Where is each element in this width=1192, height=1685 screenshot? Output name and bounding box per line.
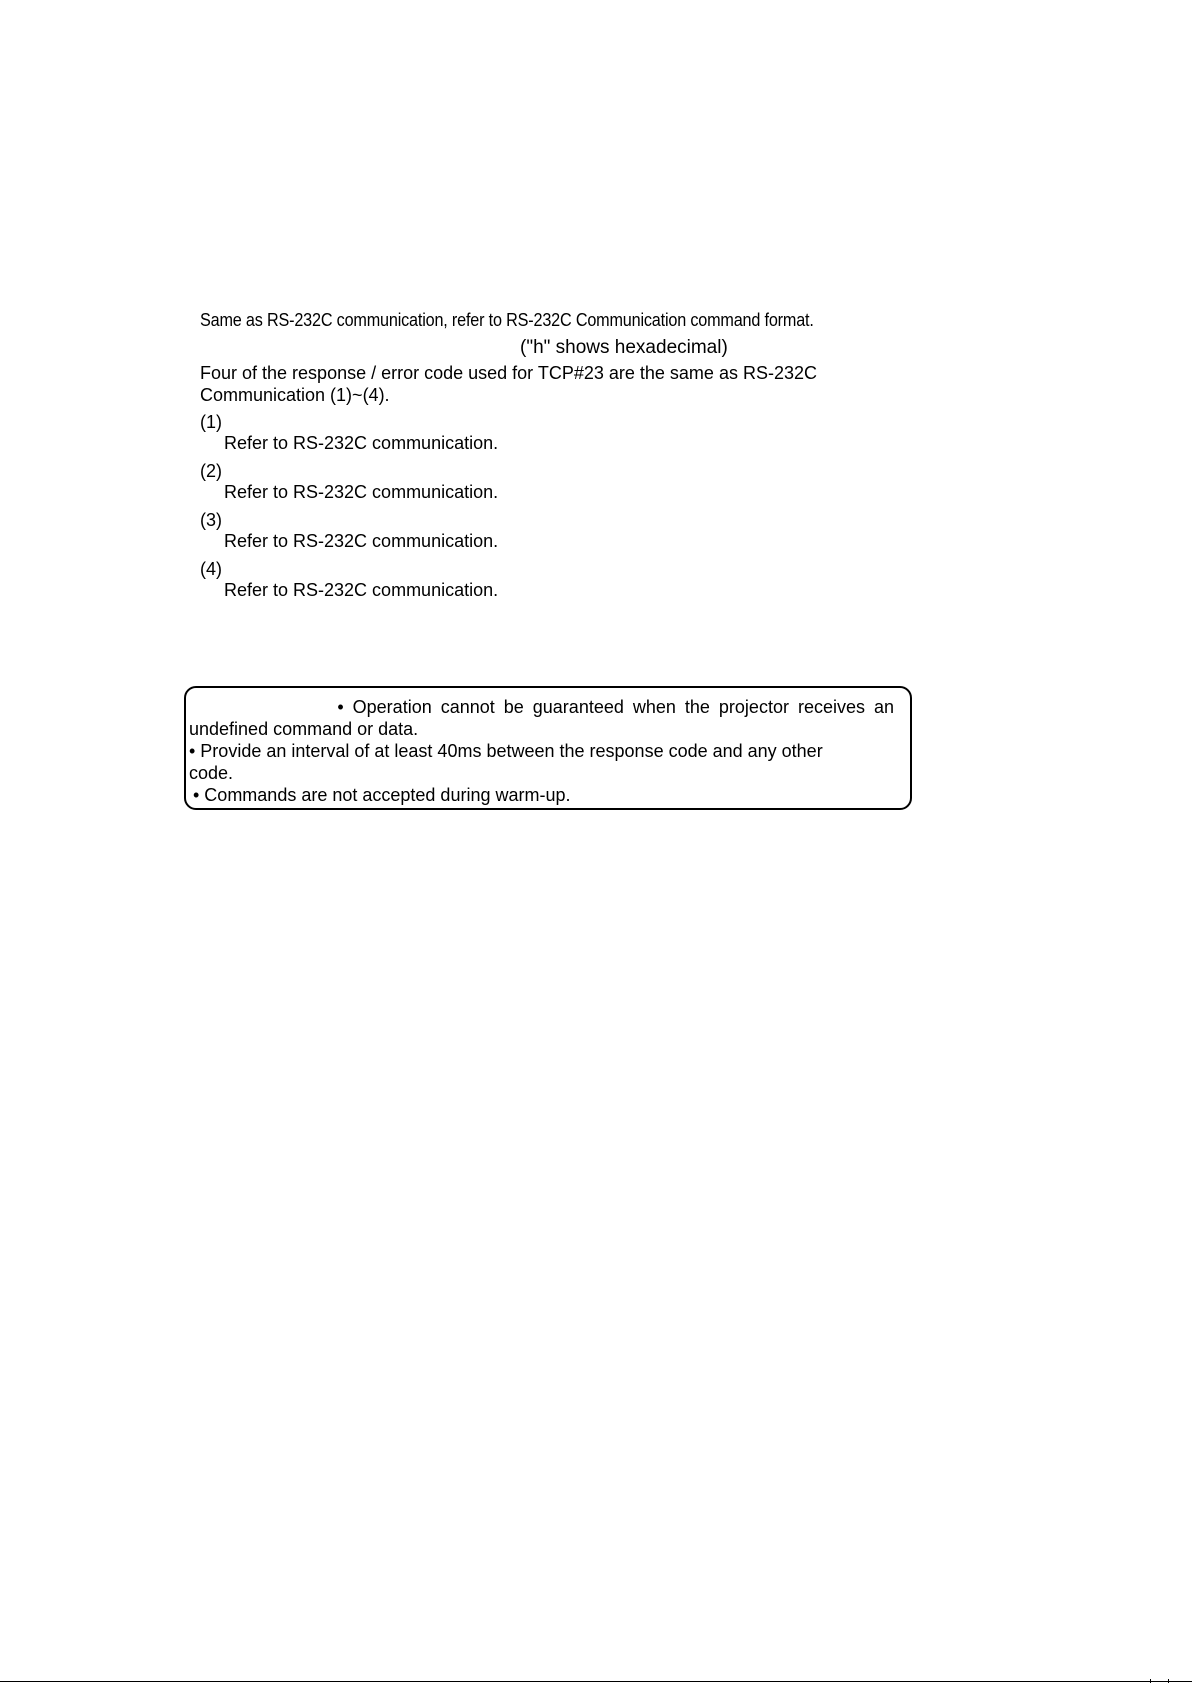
hex-note: ("h" shows hexadecimal): [520, 337, 728, 358]
footer-rule: [0, 1681, 1192, 1682]
note-box: [184, 686, 912, 810]
item-number: (4): [200, 559, 222, 579]
intro-text: Same as RS-232C communication, refer to RS-232C Communication command format.: [200, 310, 814, 330]
item-text: Refer to RS-232C communication.: [224, 531, 499, 551]
note-line-2: undefined command or data.: [189, 719, 419, 739]
item-number: (1): [200, 412, 222, 432]
item-text: Refer to RS-232C communication.: [224, 580, 499, 600]
note-line-4: code.: [189, 763, 234, 783]
item-number: (2): [200, 461, 222, 481]
response-text-line-2: Communication (1)~(4).: [200, 385, 390, 405]
item-number: (3): [200, 510, 222, 530]
note-line-3: • Provide an interval of at least 40ms between the response code and any other: [189, 741, 823, 761]
note-line-1: • Operation cannot be guaranteed when the projector receives an: [337, 697, 894, 717]
footer-tick: [1150, 1679, 1151, 1683]
item-text: Refer to RS-232C communication.: [224, 482, 499, 502]
item-text: Refer to RS-232C communication.: [224, 433, 499, 453]
footer-tick: [1168, 1679, 1169, 1683]
note-line-5: • Commands are not accepted during warm-up.: [193, 785, 571, 805]
response-text-line-1: Four of the response / error code used for TCP#23 are the same as RS-232C: [200, 363, 817, 383]
